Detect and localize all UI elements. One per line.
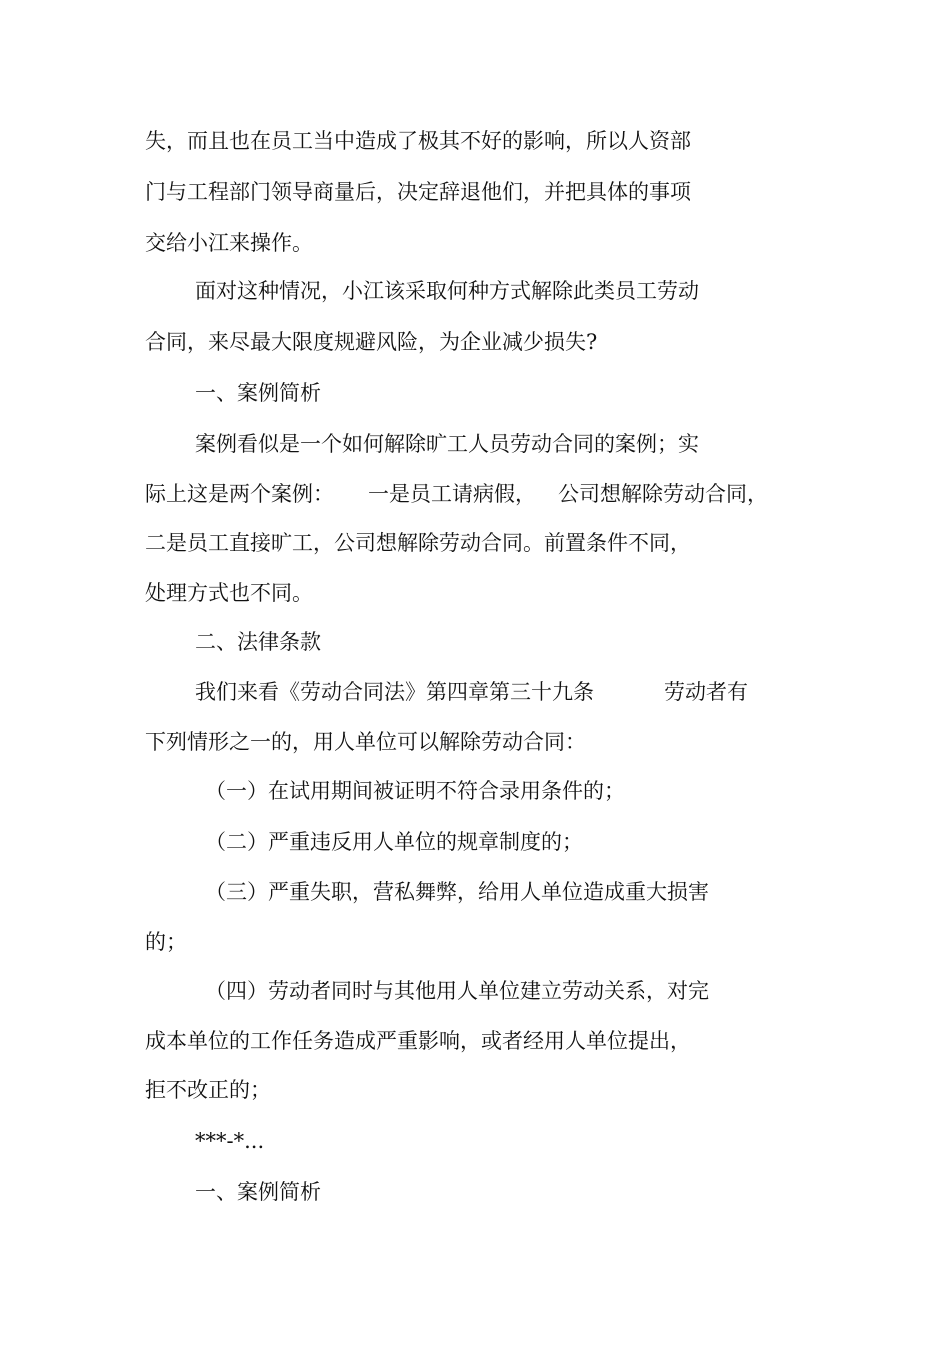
paragraph-4-line-1 — [195, 677, 748, 707]
paragraph-4-line-1-part-a: 我们来看《劳动合同法》第四章第三十九条 — [195, 680, 594, 704]
paragraph-3-line-1: 案例看似是一个如何解除旷工人员劳动合同的案例；实 — [195, 432, 699, 456]
list-item-4-line-1: （四）劳动者同时与其他用人单位建立劳动关系，对完 — [205, 979, 709, 1003]
paragraph-3-line-2-part-a: 际上这是两个案例： — [145, 482, 334, 506]
list-item-4-line-3: 拒不改正的； — [145, 1078, 271, 1102]
paragraph-3-line-2-part-b: 一是员工请病假， — [368, 482, 536, 506]
paragraph-1-line-2: 门与工程部门领导商量后，决定辞退他们，并把具体的事项 — [145, 180, 691, 204]
list-item-3-line-2: 的； — [145, 930, 187, 954]
paragraph-3-line-3: 二是员工直接旷工，公司想解除劳动合同。前置条件不同， — [145, 531, 691, 555]
list-item-2: （二）严重违反用人单位的规章制度的； — [205, 830, 583, 854]
section-heading-legal-provisions: 二、法律条款 — [195, 630, 321, 654]
paragraph-2-line-2: 合同，来尽最大限度规避风险，为企业减少损失? — [145, 330, 598, 354]
list-item-1: （一）在试用期间被证明不符合录用条件的； — [205, 779, 625, 803]
paragraph-3-line-4: 处理方式也不同。 — [145, 581, 313, 605]
list-item-3-line-1: （三）严重失职，营私舞弊，给用人单位造成重大损害 — [205, 880, 709, 904]
paragraph-4-line-2: 下列情形之一的，用人单位可以解除劳动合同： — [145, 730, 586, 754]
section-heading-case-analysis: 一、案例简析 — [195, 381, 321, 405]
paragraph-1-line-3: 交给小江来操作。 — [145, 231, 313, 255]
paragraph-2-line-1: 面对这种情况，小江该采取何种方式解除此类员工劳动 — [195, 279, 699, 303]
section-heading-case-analysis-repeat: 一、案例简析 — [195, 1180, 321, 1204]
list-item-4-line-2: 成本单位的工作任务造成严重影响，或者经用人单位提出， — [145, 1029, 691, 1053]
paragraph-1-line-1: 失，而且也在员工当中造成了极其不好的影响，所以人资部 — [145, 129, 691, 153]
paragraph-4-line-1-part-b: 劳动者有 — [664, 680, 748, 704]
paragraph-3-line-2 — [145, 479, 768, 509]
paragraph-3-line-2-part-c: 公司想解除劳动合同， — [558, 482, 768, 506]
separator-text: ***-*... — [195, 1129, 265, 1153]
